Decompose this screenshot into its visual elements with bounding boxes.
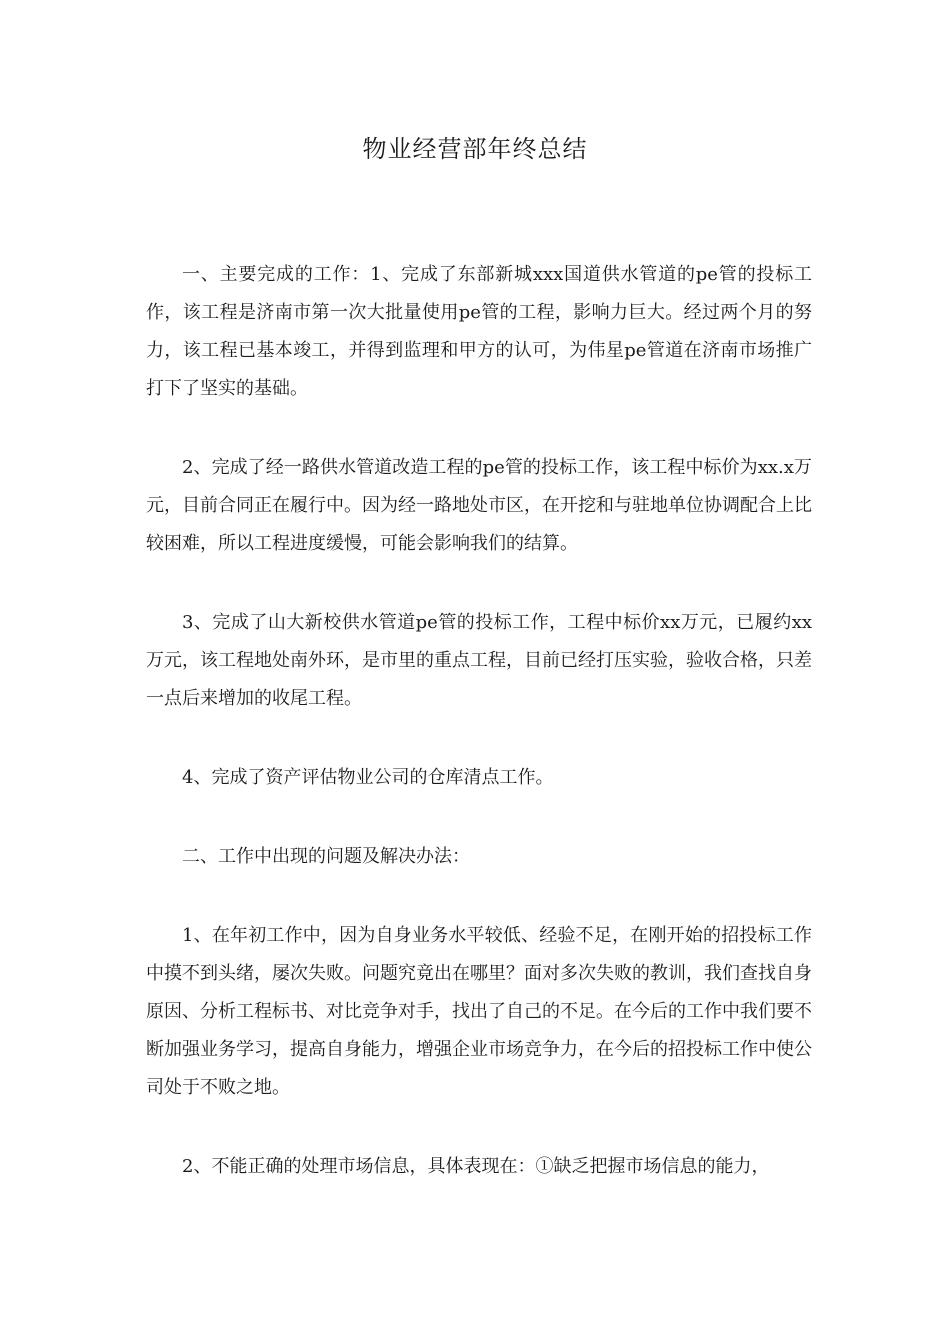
document-body [146, 256, 812, 1227]
section-heading: 二、工作中出现的问题及解决办法： [182, 846, 470, 867]
paragraph: 一、主要完成的工作：1、完成了东部新城xxx国道供水管道的pe管的投标工作，该工程是济南市第一次大批量使用pe管的工程，影响力巨大。经过两个月的努力，该工程已基本竣工，并得到监理和甲方的认可，为伟星pe管道在济南市场推广打下了坚实的基础。 [146, 264, 812, 399]
document-title: 物业经营部年终总结 [362, 135, 588, 163]
paragraph: 3、完成了山大新校供水管道pe管的投标工作，工程中标价xx万元，已履约xx万元，该工程地处南外环，是市里的重点工程，目前已经打压实验，验收合格，只差一点后来增加的收尾工程。 [146, 612, 812, 709]
paragraph: 1、在年初工作中，因为自身业务水平较低、经验不足，在刚开始的招投标工作中摸不到头绪，屡次失败。问题究竟出在哪里？面对多次失败的教训，我们查找自身原因、分析工程标书、对比竞争对手，找出了自己的不足。在今后的工作中我们要不断加强业务学习，提高自身能力，增强企业市场竞争力，在今后的招投标工作中使公司处于不败之地。 [146, 925, 812, 1098]
paragraph: 4、完成了资产评估物业公司的仓库清点工作。 [182, 767, 554, 788]
paragraph: 2、不能正确的处理市场信息，具体表现在：①缺乏把握市场信息的能力， [182, 1156, 770, 1177]
paragraph: 2、完成了经一路供水管道改造工程的pe管的投标工作，该工程中标价为xx.x万元，目前合同正在履行中。因为经一路地处市区，在开挖和与驻地单位协调配合上比较困难，所以工程进度缓慢，可能会影响我们的结算。 [146, 457, 812, 554]
